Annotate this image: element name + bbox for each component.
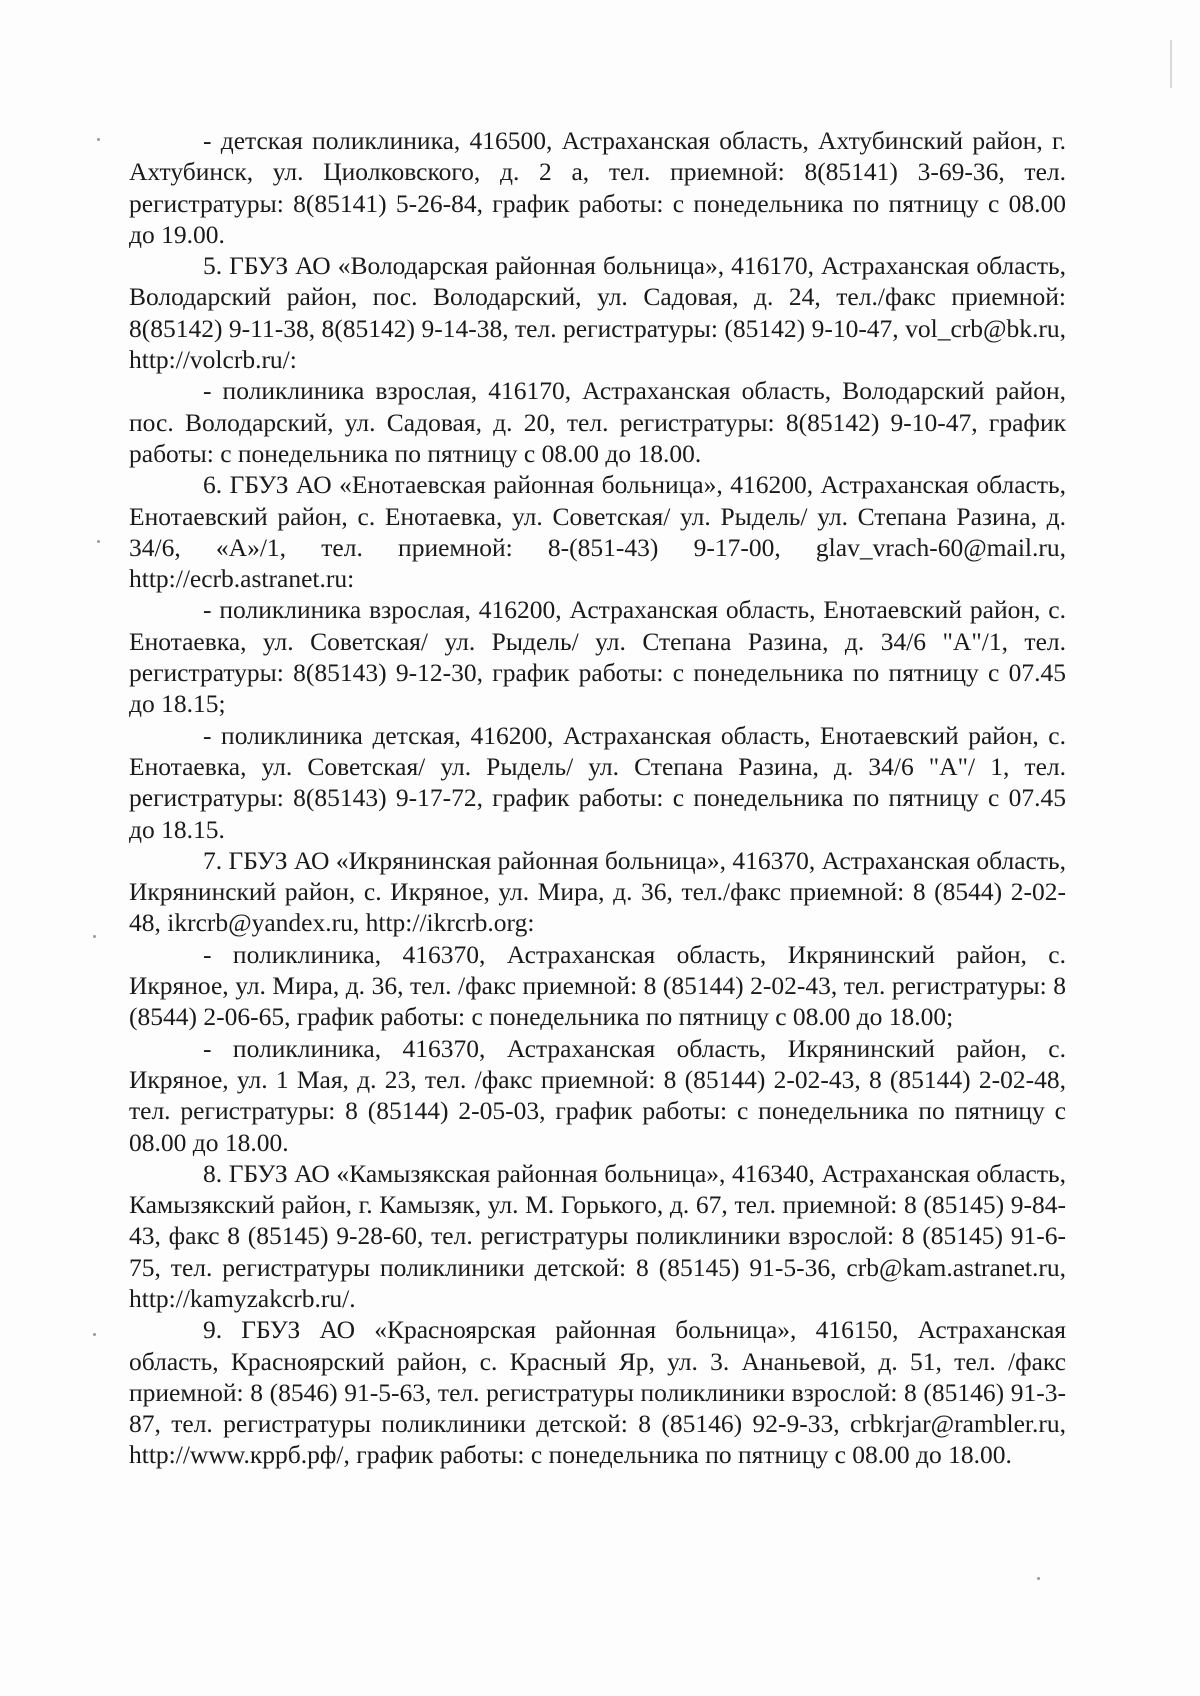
- paragraph-krasnoyarskaya-hospital: 9. ГБУЗ АО «Красноярская районная больница», 416150, Астраханская область, Красноярский район, с. Красный Яр, ул. 3. Ананьевой, д. 51, тел. /факс приемной: 8 (8546) 91-5-63, тел. регистратуры поликлиники взрослой: 8 (85146) 91-3-87, тел. регистратуры поликлиники детской: 8 (85146) 92-9-33, crbkrjar@rambler.ru, http://www.крpб.рф/, график работы: с понедельника по пятницу с 08.00 до 18.00.: [129, 1315, 1066, 1470]
- paragraph-children-clinic-akhtubinsk: - детская поликлиника, 416500, Астраханская область, Ахтубинский район, г. Ахтубинск, ул. Циолковского, д. 2 а, тел. приемной: 8(85141) 3-69-36, тел. регистратуры: 8(85141) 5-26-84, график работы: с понедельника по пятницу с 08.00 до 19.00.: [129, 126, 1066, 249]
- document-body: [129, 125, 1066, 1471]
- paragraph-ikryaninskaya-clinic-mira: - поликлиника, 416370, Астраханская область, Икрянинский район, с. Икряное, ул. Мира, д. 36, тел. /факс приемной: 8 (85144) 2-02-43, тел. регистратуры: 8 (8544) 2-06-65, график работы: с понедельника по пятницу с 08.00 до 18.00;: [129, 939, 1066, 1032]
- paragraph-volodarskaya-adult-clinic: - поликлиника взрослая, 416170, Астраханская область, Володарский район, пос. Володарский, ул. Садовая, д. 20, тел. регистратуры: 8(85142) 9-10-47, график работы: с понедельника по пятницу с 08.00 до 18.00.: [129, 376, 1066, 468]
- paragraph-enotaevskaya-children-clinic: - поликлиника детская, 416200, Астраханская область, Енотаевский район, с. Енотаевка, ул. Советская/ ул. Рыдель/ ул. Степана Разина, д. 34/6 "А"/ 1, тел. регистратуры: 8(85143) 9-17-72, график работы: с понедельника по пятницу с 07.45 до 18.15.: [129, 720, 1066, 844]
- scan-speck: [97, 138, 100, 141]
- paragraph-enotaevskaya-adult-clinic: - поликлиника взрослая, 416200, Астраханская область, Енотаевский район, с. Енотаевка, ул. Советская/ ул. Рыдель/ ул. Степана Разина, д. 34/6 "А"/1, тел. регистратуры: 8(85143) 9-12-30, график работы: с понедельника по пятницу с 07.45 до 18.15;: [129, 595, 1066, 719]
- paragraph-kamyzyakskaya-hospital: 8. ГБУЗ АО «Камызякская районная больница», 416340, Астраханская область, Камызякский район, г. Камызяк, ул. М. Горького, д. 67, тел. приемной: 8 (85145) 9-84-43, факс 8 (85145) 9-28-60, тел. регистратуры поликлиники взрослой: 8 (85145) 91-6-75, тел. регистратуры поликлиники детской: 8 (85145) 91-5-36, crb@kam.astranet.ru, http://kamyzakcrb.ru/.: [129, 1158, 1066, 1313]
- paragraph-enotaevskaya-hospital: 6. ГБУЗ АО «Енотаевская районная больница», 416200, Астраханская область, Енотаевский район, с. Енотаевка, ул. Советская/ ул. Рыдель/ ул. Степана Разина, д. 34/6, «А»/1, тел. приемной: 8-(851-43) 9-17-00, glav_vrach-60@mail.ru, http://ecrb.astranet.ru:: [129, 470, 1066, 594]
- scan-speck: [93, 935, 96, 938]
- paragraph-ikryaninskaya-clinic-1-maya: - поликлиника, 416370, Астраханская область, Икрянинский район, с. Икряное, ул. 1 Мая, д. 23, тел. /факс приемной: 8 (85144) 2-02-43, 8 (85144) 2-02-48, тел. регистратуры: 8 (85144) 2-05-03, график работы: с понедельника по пятницу с 08.00 до 18.00.: [129, 1033, 1066, 1157]
- paragraph-volodarskaya-hospital: 5. ГБУЗ АО «Володарская районная больница», 416170, Астраханская область, Володарский район, пос. Володарский, ул. Садовая, д. 24, тел./факс приемной: 8(85142) 9-11-38, 8(85142) 9-14-38, тел. регистратуры: (85142) 9-10-47, vol_crb@bk.ru, http://volcrb.ru/:: [129, 251, 1066, 375]
- scan-speck: [97, 540, 100, 543]
- scan-edge-mark: [1170, 40, 1172, 88]
- scan-speck: [93, 1333, 96, 1336]
- paragraph-ikryaninskaya-hospital: 7. ГБУЗ АО «Икрянинская районная больница», 416370, Астраханская область, Икрянинский район, с. Икряное, ул. Мира, д. 36, тел./факс приемной: 8 (8544) 2-02-48, ikrcrb@yandex.ru, http://ikrcrb.org:: [129, 845, 1066, 938]
- scan-speck: [1037, 1577, 1040, 1580]
